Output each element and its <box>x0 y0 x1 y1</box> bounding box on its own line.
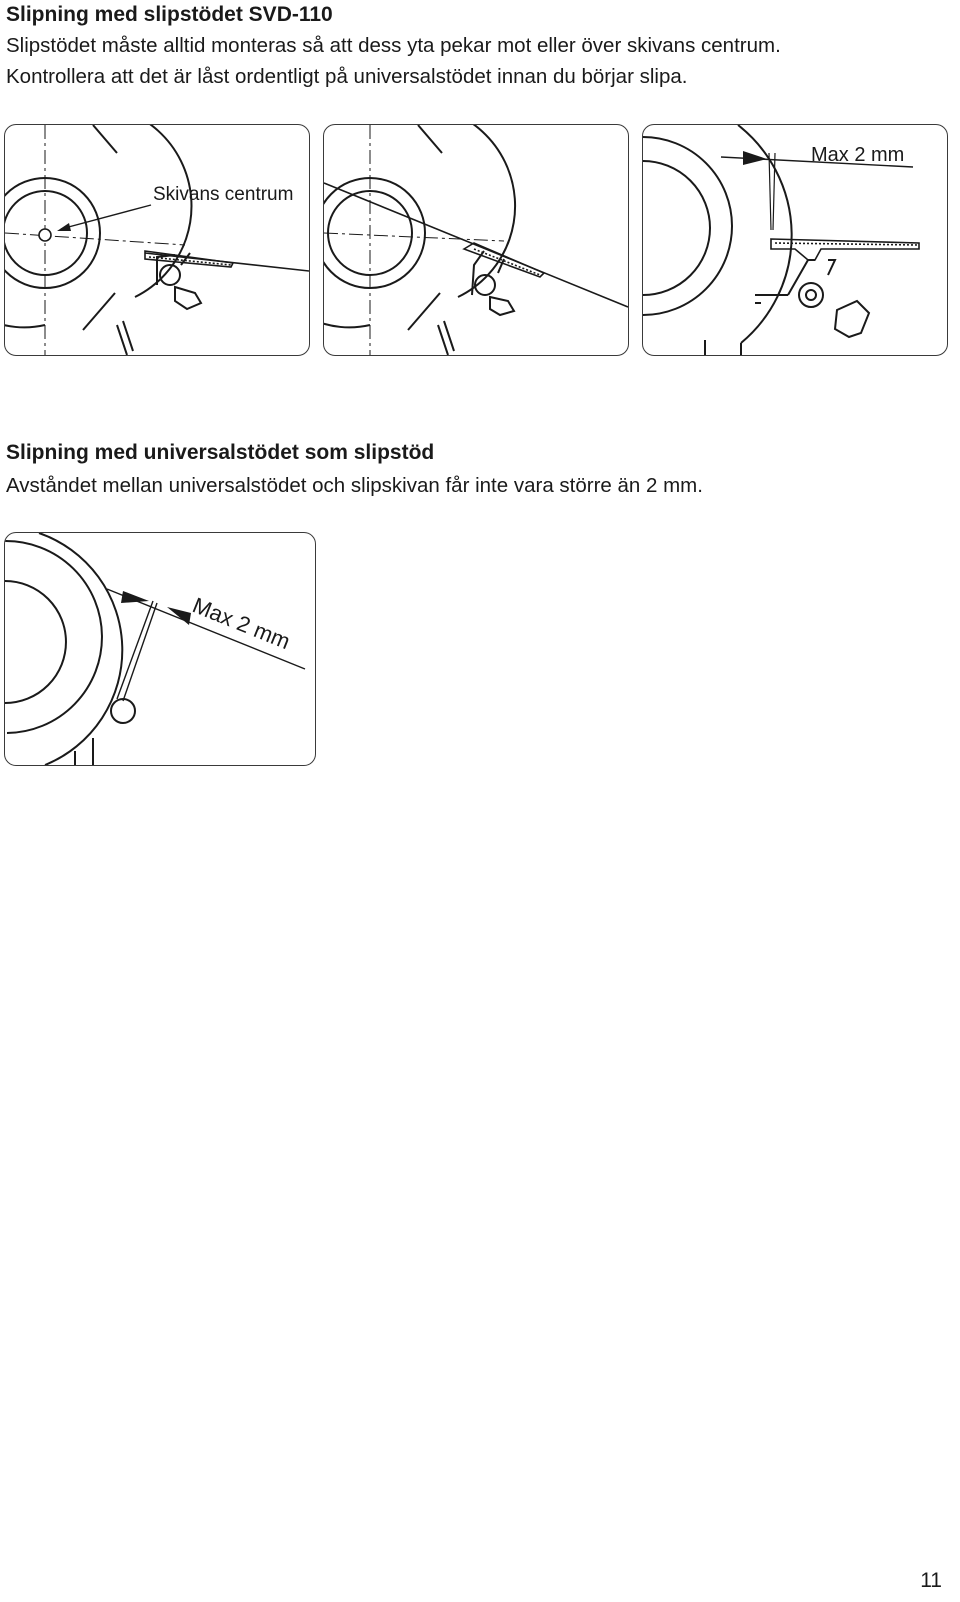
intro-line-2: Kontrollera att det är låst ordentligt på universalstödet innan du börjar slipa. <box>6 65 688 88</box>
wheel-flange <box>5 541 102 733</box>
gap-arrowhead <box>743 151 767 165</box>
locking-knob <box>175 287 201 309</box>
center-axis-horizontal <box>5 233 185 245</box>
intro-line-1: Slipstödet måste alltid monteras så att dess yta pekar mot eller över skivans centrum. <box>6 34 781 57</box>
locking-knob <box>835 301 869 337</box>
figure-rest-gap-drawing <box>643 125 947 355</box>
grinding-wheel-outline <box>45 125 191 297</box>
wheel-flange <box>5 178 100 288</box>
support-edge-line-2 <box>123 603 157 701</box>
universal-support-bar <box>111 699 135 723</box>
figure-universal-rest-gap-drawing <box>5 533 315 765</box>
wheel-flange <box>643 137 732 315</box>
wheel-center-mark <box>39 229 51 241</box>
center-axis-horizontal <box>324 233 504 241</box>
section-intro-universal-rest <box>6 470 703 501</box>
figure-rest-above-center-drawing <box>324 125 628 355</box>
wheel-flange <box>324 178 425 288</box>
grinding-wheel-outline <box>39 533 122 765</box>
intro-line-1: Avståndet mellan universalstödet och slipskivan får inte vara större än 2 mm. <box>6 474 703 497</box>
adjust-knob-ring <box>799 283 823 307</box>
center-label-arrowhead <box>57 223 71 231</box>
figure-rest-above-center <box>323 124 629 356</box>
section-intro-svd110 <box>6 30 781 92</box>
center-label-leader <box>61 205 151 229</box>
figure-rest-at-center-drawing <box>5 125 309 355</box>
gap-label: Max 2 mm <box>189 592 294 655</box>
gap-arrowhead-right <box>167 607 191 625</box>
section-title-universal-rest: Slipning med universalstödet som slipstöd <box>6 441 435 464</box>
gap-reference-line-1 <box>769 153 771 230</box>
gap-arrowhead-left <box>121 591 149 603</box>
tool-rest-surface <box>771 239 919 260</box>
figure-rest-at-center <box>4 124 310 356</box>
page-number: 11 <box>920 1569 942 1592</box>
locking-knob <box>490 297 514 315</box>
figure-rest-gap <box>642 124 948 356</box>
gap-label: Max 2 mm <box>811 144 905 166</box>
section-title-svd110: Slipning med slipstödet SVD-110 <box>6 3 333 26</box>
center-label: Skivans centrum <box>153 184 294 205</box>
figure-universal-rest-gap <box>4 532 316 766</box>
